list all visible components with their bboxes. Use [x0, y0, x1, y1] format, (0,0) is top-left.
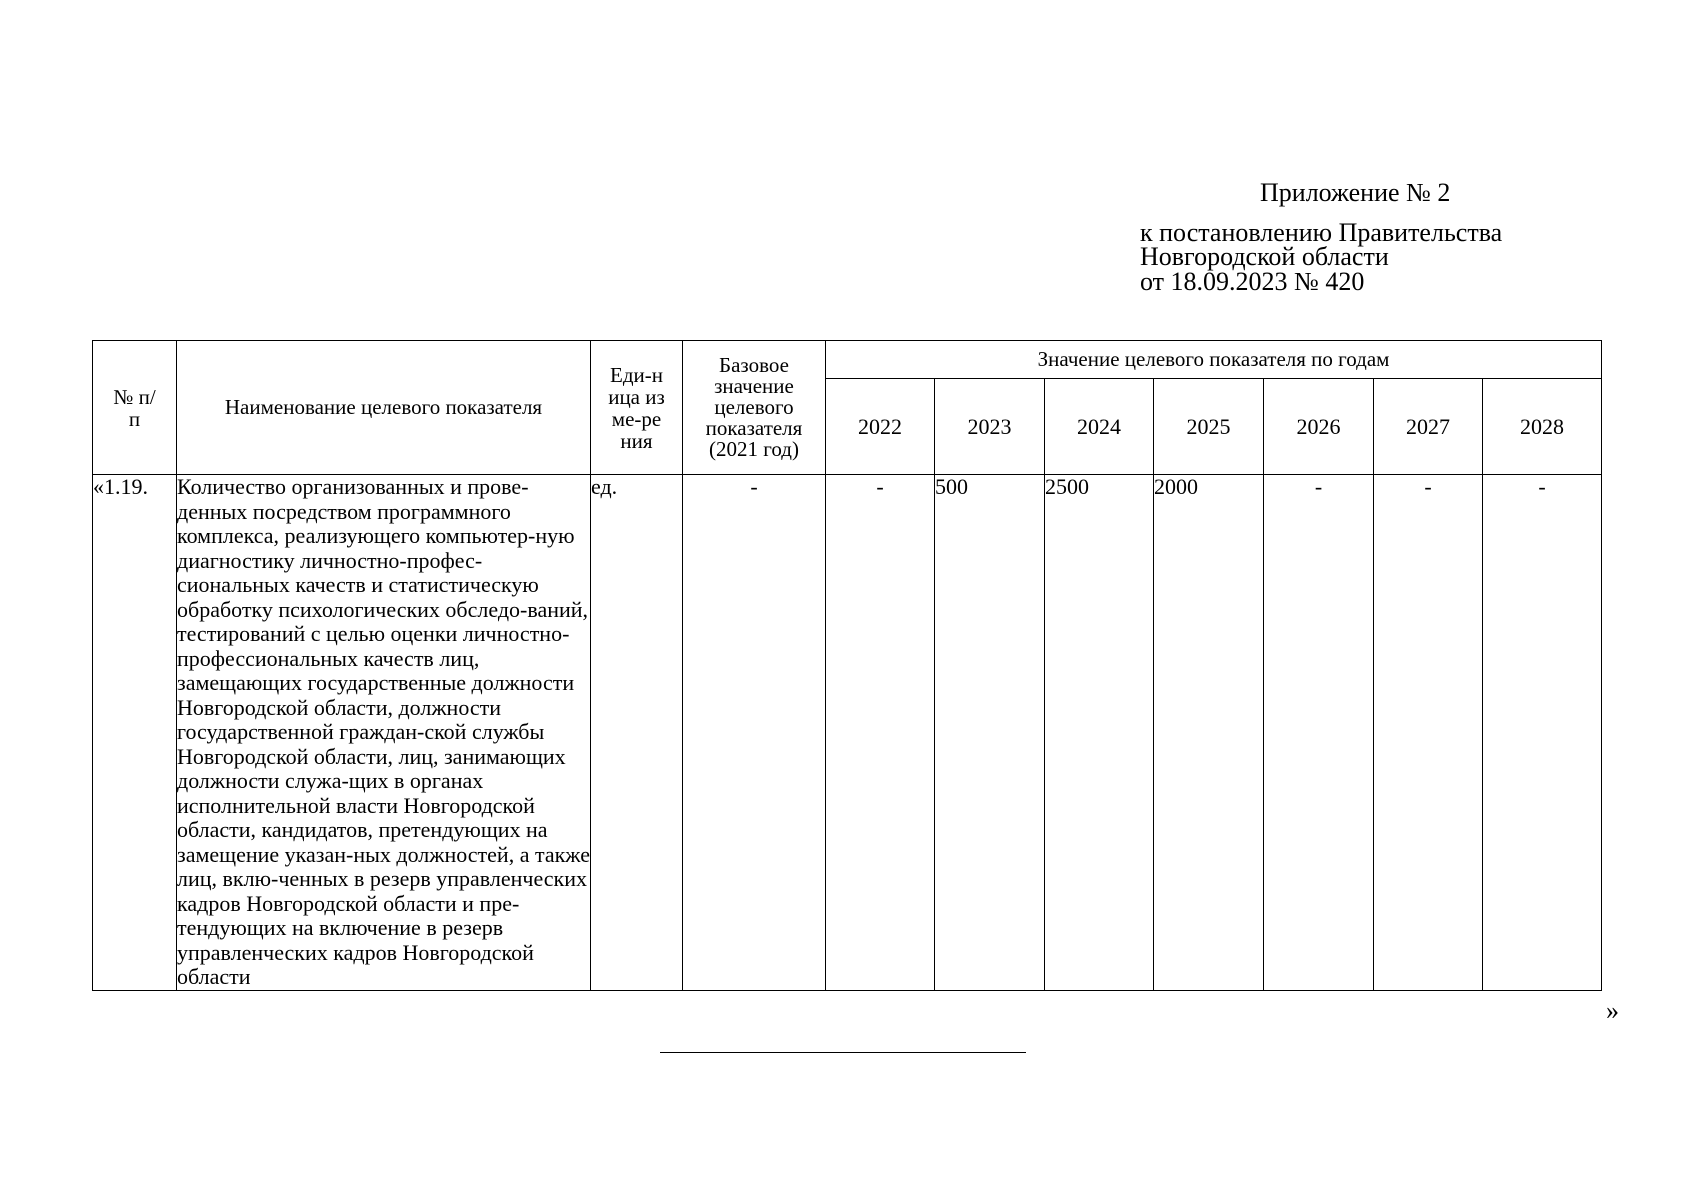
row-value-2024: 2500 — [1045, 475, 1154, 991]
header-base — [683, 341, 826, 475]
header-year-2026: 2026 — [1264, 379, 1374, 475]
header-name: Наименование целевого показателя — [177, 341, 591, 475]
header-years-group: Значение целевого показателя по годам — [826, 341, 1602, 379]
row-base-value: - — [683, 475, 826, 991]
appendix-line-3: от 18.09.2023 № 420 — [1140, 267, 1365, 296]
row-indicator-name: Количество организованных и прове-денных посредством программного комплекса, реализующего компьютер-ную диагностику личностно-профес-сиональных качеств и статистическую обработку психологических обследо-ваний, тестирований с целью оценки личностно-профессиональных качеств лиц, замещающих государственные должности Новгородской области, должности государственной граждан-ской службы Новгородской области, лиц, занимающих должности служа-щих в органах исполнительной власти Новгородской области, кандидатов, претендующих на замещение указан-ных должностей, а также лиц, вклю-ченных в резерв управленческих кадров Новгородской области и пре-тендующих на включение в резерв управленческих кадров Новгородской области — [177, 474, 590, 989]
indicator-table — [92, 340, 1602, 991]
header-num — [93, 341, 177, 475]
row-value-2027: - — [1374, 475, 1483, 991]
header-year-2024: 2024 — [1045, 379, 1154, 475]
closing-quote: » — [1606, 996, 1619, 1025]
header-base-text: Базовое значение целевого показателя (2021 год) — [705, 353, 803, 461]
table-row — [93, 475, 1602, 991]
row-value-2025: 2000 — [1154, 475, 1264, 991]
row-value-2028: - — [1483, 475, 1602, 991]
row-value-2026: - — [1264, 475, 1374, 991]
header-unit-text: Еди-ница изме-рения — [608, 362, 665, 453]
appendix-line-2: Новгородской области — [1140, 242, 1389, 271]
header-year-2022: 2022 — [826, 379, 935, 475]
row-value-2023: 500 — [935, 475, 1045, 991]
header-year-2027: 2027 — [1374, 379, 1483, 475]
header-year-2028: 2028 — [1483, 379, 1602, 475]
row-num: «1.19. — [93, 475, 177, 991]
footer-divider — [660, 1052, 1026, 1053]
header-year-2023: 2023 — [935, 379, 1045, 475]
row-value-2022: - — [826, 475, 935, 991]
header-unit — [591, 341, 683, 475]
row-unit: ед. — [591, 475, 683, 991]
appendix-title: Приложение № 2 — [1260, 178, 1451, 207]
appendix-line-1: к постановлению Правительства — [1140, 218, 1503, 247]
header-num-text: № п/п — [113, 384, 156, 431]
header-year-2025: 2025 — [1154, 379, 1264, 475]
